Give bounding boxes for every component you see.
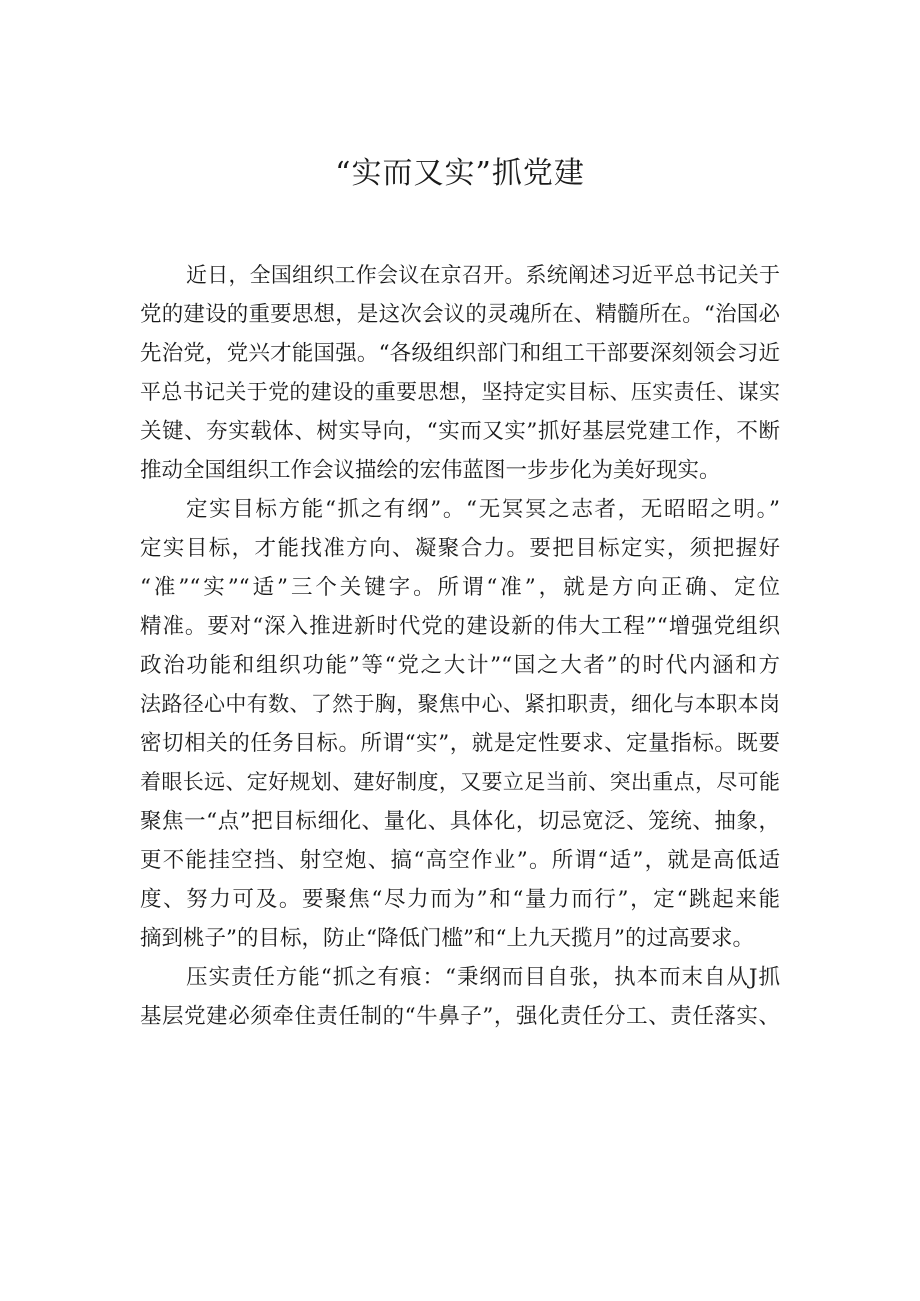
text-line: 聚焦一“点”把目标细化、量化、具体化，切忌宽泛、笼统、抽象，: [140, 809, 780, 834]
text-line: 压实责任方能“抓之有痕：“秉纲而目自张，执本而末自从J抓: [186, 965, 780, 990]
text-line: 定实目标方能“抓之有纲”。“无冥冥之志者，无昭昭之明。”: [186, 497, 780, 522]
document-body: [140, 256, 780, 1036]
text-line: 法路径心中有数、了然于胸，聚焦中心、紧扣职责，细化与本职本岗: [140, 692, 780, 716]
document-title: “实而又实”抓党建: [335, 156, 585, 191]
text-line: 基层党建必须牵住责任制的“牛鼻子”，强化责任分工、责任落实、: [140, 1004, 780, 1029]
text-line: 摘到桃子”的目标，防止“降低门槛”和“上九天揽月”的过高要求。: [140, 926, 754, 951]
text-line: 平总书记关于党的建设的重要思想，坚持定实目标、压实责任、谋实: [140, 380, 780, 404]
text-line: “准”“实”“适”三个关键字。所谓“准”，就是方向正确、定位: [140, 575, 780, 600]
paragraph: [140, 958, 780, 1036]
paragraph: [140, 490, 780, 958]
text-line: 政治功能和组织功能”等“党之大计”“国之大者”的时代内涵和方: [140, 653, 780, 678]
text-line: 近日，全国组织工作会议在京召开。系统阐述习近平总书记关于: [186, 263, 780, 287]
text-line: 党的建设的重要思想，是这次会议的灵魂所在、精髓所在。“治国必: [140, 302, 780, 327]
text-line: 精准。要对“深入推进新时代党的建设新的伟大工程”“增强党组织: [140, 614, 780, 639]
text-line: 推动全国组织工作会议描绘的宏伟蓝图一步步化为美好现实。: [140, 458, 721, 483]
text-line: 先治党，党兴才能国强。“各级组织部门和组工干部要深刻领会习近: [140, 341, 780, 366]
paragraph: [140, 256, 780, 490]
text-line: 定实目标，才能找准方向、凝聚合力。要把目标定实，须把握好: [140, 536, 780, 561]
text-line: 着眼长远、定好规划、建好制度，又要立足当前、突出重点，尽可能: [140, 770, 780, 794]
text-line: 密切相关的任务目标。所谓“实”，就是定性要求、定量指标。既要: [140, 731, 780, 756]
text-line: 关键、夯实载体、树实导向，“实而又实”抓好基层党建工作，不断: [140, 419, 780, 444]
text-line: 度、努力可及。要聚焦“尽力而为”和“量力而行”，定“跳起来能: [140, 887, 780, 912]
text-line: 更不能挂空挡、射空炮、搞“高空作业”。所谓“适”，就是高低适: [140, 848, 780, 873]
